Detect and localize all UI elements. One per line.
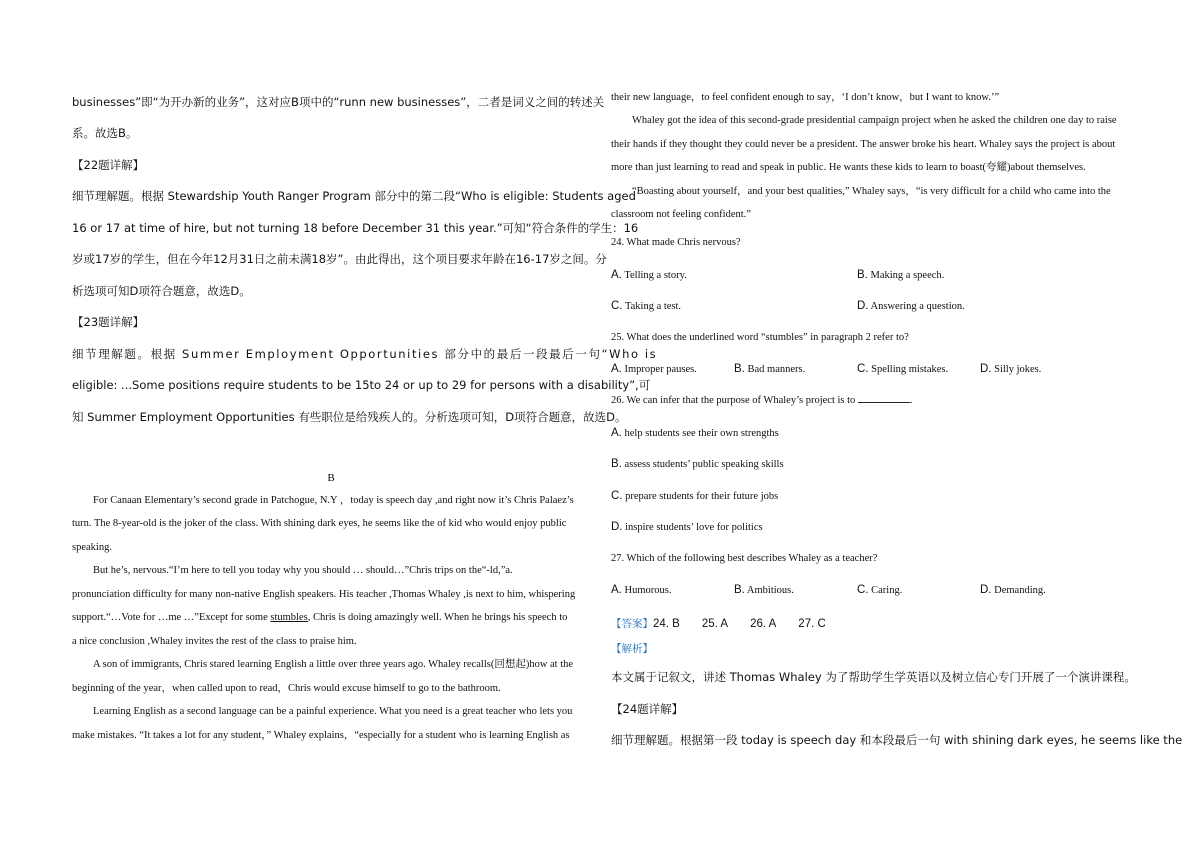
- passage-line: more than just learning to read and speak in public. He wants these kids to learn to boast(夸耀)about themselves.: [611, 162, 1086, 173]
- question-text: 25. What does the underlined word “stumbles” in paragraph 2 refer to?: [611, 332, 909, 343]
- option-text: Caring.: [871, 585, 903, 596]
- q25-option-c[interactable]: [857, 360, 948, 379]
- section-heading: B: [327, 472, 335, 484]
- option-letter: B.: [734, 363, 745, 375]
- option-text: assess students’ public speaking skills: [624, 459, 784, 470]
- passage-line: But he’s, nervous.“I’m here to tell you today why you should … should…”Chris trips on the“-ld,”a.: [93, 565, 513, 576]
- passage-line: classroom not feeling confident.”: [611, 209, 751, 220]
- q26-option-a[interactable]: [611, 424, 779, 443]
- q22-explanation-line: 16 or 17 at time of hire, but not turning 18 before December 31 this year.”可知“符合条件的学生：16: [72, 221, 639, 235]
- option-letter: C.: [611, 490, 623, 502]
- passage-line: their hands if they thought they could never be a president. The answer broke his heart. Whaley says the project is about: [611, 139, 1116, 150]
- q23-explanation-line: eligible: ...Some positions require students to be 15to 24 or up to 29 for persons with a disability”,可: [72, 378, 651, 392]
- option-letter: A.: [611, 269, 622, 281]
- option-text: Spelling mistakes.: [871, 364, 949, 375]
- option-text: Improper pauses.: [624, 364, 697, 375]
- option-letter: A.: [611, 427, 622, 439]
- passage-text: , Chris is doing amazingly well. When he brings his speech to: [307, 612, 568, 623]
- option-text: Taking a test.: [624, 301, 682, 312]
- option-letter: D.: [980, 584, 992, 596]
- q22-explanation-line: 岁或17岁的学生，但在今年12月31日之前未满18岁”。由此得出，这个项目要求年龄在16-17岁之间。分: [72, 252, 607, 266]
- passage-line: their new language，to feel confident enough to say，‘I don’t know，but I want to know.’”: [611, 92, 1000, 103]
- answer-25: 25. A: [701, 618, 729, 630]
- passage-line: [72, 609, 567, 627]
- explanation-line: businesses”即“为开办新的业务”，这对应B项中的“runn new businesses”，二者是词义之间的转述关: [72, 95, 605, 109]
- q26-option-d[interactable]: [611, 518, 763, 537]
- option-letter: A.: [611, 363, 622, 375]
- question-text: 27. Which of the following best describes Whaley as a teacher?: [611, 553, 878, 564]
- q27-option-a[interactable]: [611, 581, 671, 600]
- option-letter: C.: [857, 584, 869, 596]
- passage-line: “Boasting about yourself，and your best qualities,” Whaley says，“is very difficult for a child who came into the: [632, 186, 1111, 197]
- q25-option-d[interactable]: [980, 360, 1041, 379]
- answer-blank[interactable]: [858, 392, 910, 403]
- q25-option-b[interactable]: [734, 360, 805, 379]
- passage-line: Learning English as a second language can be a painful experience. What you need is a great teacher who lets you: [93, 706, 573, 717]
- option-text: Telling a story.: [624, 270, 687, 281]
- option-text: prepare students for their future jobs: [625, 491, 779, 502]
- option-text: Humorous.: [624, 585, 672, 596]
- answer-row: [611, 613, 826, 633]
- q26-option-b[interactable]: [611, 455, 784, 474]
- passage-line: Whaley got the idea of this second-grade presidential campaign project when he asked the children one day to raise: [632, 115, 1117, 126]
- answer-tag: 【答案】: [611, 618, 653, 630]
- q23-explanation-line: 知 Summer Employment Opportunities 有些职位是给残疾人的。分析选项可知，D项符合题意，故选D。: [72, 410, 627, 424]
- q24-heading: 【24题详解】: [611, 702, 684, 716]
- question-26: [611, 392, 913, 410]
- q23-heading: 【23题详解】: [72, 315, 145, 329]
- passage-line: make mistakes. “It takes a lot for any student，” Whaley explains，“especially for a student who is learning English as: [72, 730, 570, 741]
- summary-line: 本文属于记叙文，讲述 Thomas Whaley 为了帮助学生学英语以及树立信心专门开展了一个演讲课程。: [611, 670, 1136, 684]
- option-letter: B.: [611, 458, 622, 470]
- option-text: Bad manners.: [747, 364, 806, 375]
- q22-explanation-line: 细节理解题。根据 Stewardship Youth Ranger Program 部分中的第二段“Who is eligible: Students aged: [72, 189, 636, 203]
- q23-explanation-line: 细节理解题。根据 Summer Employment Opportunities 部分中的最后一段最后一句“Who is: [72, 347, 658, 361]
- q24-option-d[interactable]: [857, 297, 965, 316]
- answer-26: 26. A: [750, 618, 777, 630]
- option-letter: B.: [734, 584, 745, 596]
- underlined-word-stumbles: stumbles: [270, 612, 308, 623]
- option-letter: D.: [857, 300, 869, 312]
- option-letter: A.: [611, 584, 622, 596]
- q25-option-a[interactable]: [611, 360, 697, 379]
- q24-option-a[interactable]: [611, 266, 687, 285]
- option-text: Answering a question.: [870, 301, 965, 312]
- q22-explanation-line: 析选项可知D项符合题意，故选D。: [72, 284, 251, 298]
- question-text: 26. We can infer that the purpose of Whaley’s project is to: [611, 395, 856, 406]
- question-text: 24. What made Chris nervous?: [611, 237, 741, 248]
- explanation-line: 系。故选B。: [72, 126, 138, 140]
- answer-24: 24. B: [653, 618, 680, 630]
- passage-line: For Canaan Elementary’s second grade in Patchogue, N.Y ，today is speech day ,and right now it’s Chris Palaez’s: [93, 495, 574, 506]
- q24-option-b[interactable]: [857, 266, 944, 285]
- option-text: Ambitious.: [746, 585, 794, 596]
- option-text: help students see their own strengths: [624, 428, 779, 439]
- option-letter: D.: [611, 521, 623, 533]
- option-text: Demanding.: [994, 585, 1046, 596]
- passage-line: beginning of the year，when called upon to read，Chris would excuse himself to go to the bathroom.: [72, 683, 501, 694]
- option-text: inspire students’ love for politics: [625, 522, 763, 533]
- question-text-end: .: [909, 395, 913, 406]
- passage-line: A son of immigrants, Chris stared learning English a little over three years ago. Whaley recalls(回想起)how at the: [93, 659, 574, 670]
- q27-option-d[interactable]: [980, 581, 1046, 600]
- option-letter: B.: [857, 269, 868, 281]
- passage-line: pronunciation difficulty for many non-native English speakers. His teacher ,Thomas Whaley ,is next to him, whispering: [72, 589, 576, 600]
- option-text: Silly jokes.: [994, 364, 1042, 375]
- analysis-tag: 【解析】: [611, 643, 653, 655]
- question-27: [611, 550, 877, 568]
- q24-option-c[interactable]: [611, 297, 681, 316]
- option-text: Making a speech.: [870, 270, 945, 281]
- option-letter: C.: [857, 363, 869, 375]
- passage-text: support.“…Vote for …me …”Except for some: [72, 612, 268, 623]
- question-25: [611, 329, 909, 347]
- q27-option-c[interactable]: [857, 581, 902, 600]
- passage-line: turn. The 8-year-old is the joker of the class. With shining dark eyes, he seems like the of kid who would enjoy public: [72, 518, 567, 529]
- passage-line: speaking.: [72, 542, 112, 553]
- q27-option-b[interactable]: [734, 581, 794, 600]
- option-letter: C.: [611, 300, 623, 312]
- option-letter: D.: [980, 363, 992, 375]
- q24-explanation-line: 细节理解题。根据第一段 today is speech day 和本段最后一句 with shining dark eyes, he seems like the: [611, 733, 1183, 747]
- answer-27: 27. C: [798, 618, 826, 630]
- passage-line: a nice conclusion ,Whaley invites the rest of the class to praise him.: [72, 636, 357, 647]
- q26-option-c[interactable]: [611, 487, 778, 506]
- question-24: [611, 234, 741, 252]
- q22-heading: 【22题详解】: [72, 158, 145, 172]
